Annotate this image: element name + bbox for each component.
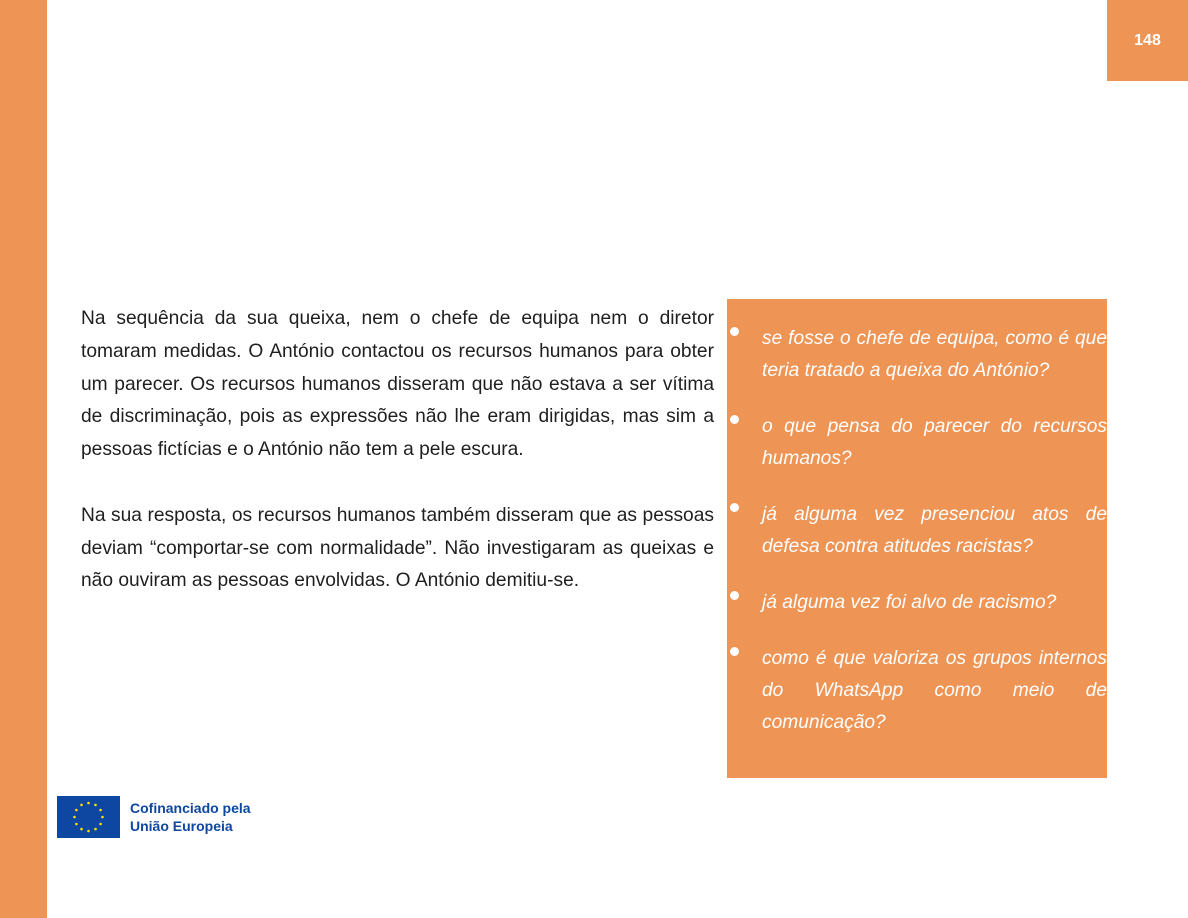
eu-stars-icon: [57, 796, 120, 838]
page-number-box: [1107, 0, 1188, 81]
bullet-icon: [730, 415, 739, 424]
eu-logo-line-1: Cofinanciado pela: [130, 800, 251, 816]
question-item: [727, 411, 1107, 475]
question-text: se fosse o chefe de equipa, como é que teria tratado a queixa do António?: [762, 328, 1107, 381]
question-item: [727, 323, 1107, 387]
body-paragraph-1: Na sequência da sua queixa, nem o chefe de equipa nem o diretor tomaram medidas. O António contactou os recursos humanos para obter um parecer. Os recursos humanos disseram que não estava a ser vítima de discriminação, pois as expressões não lhe eram dirigidas, mas sim a pessoas fictícias e o António não tem a pele escura.: [81, 308, 714, 461]
eu-flag-icon: [57, 796, 120, 838]
bullet-icon: [730, 647, 739, 656]
bullet-icon: [730, 503, 739, 512]
bullet-icon: [730, 327, 739, 336]
question-text: como é que valoriza os grupos internos do WhatsApp como meio de comunicação?: [762, 648, 1107, 733]
question-text: já alguma vez foi alvo de racismo?: [762, 592, 1057, 613]
eu-logo-line-2: União Europeia: [130, 818, 233, 834]
questions-box: [727, 299, 1107, 778]
question-item: [727, 643, 1107, 739]
bullet-icon: [730, 591, 739, 600]
question-item: [727, 587, 1107, 619]
left-accent-bar: [0, 0, 47, 918]
questions-list: [727, 323, 1107, 739]
body-paragraph-2: Na sua resposta, os recursos humanos também disseram que as pessoas deviam “comportar-se com normalidade”. Não investigaram as queixas e não ouviram as pessoas envolvidas. O António demitiu-se.: [81, 504, 714, 592]
question-text: o que pensa do parecer do recursos humanos?: [762, 416, 1107, 469]
body-text: [81, 303, 714, 598]
page-number: 148: [1134, 31, 1161, 49]
question-text: já alguma vez presenciou atos de defesa contra atitudes racistas?: [762, 504, 1107, 557]
eu-cofunding-logo: [57, 796, 251, 838]
question-item: [727, 499, 1107, 563]
eu-logo-text: [130, 799, 251, 835]
